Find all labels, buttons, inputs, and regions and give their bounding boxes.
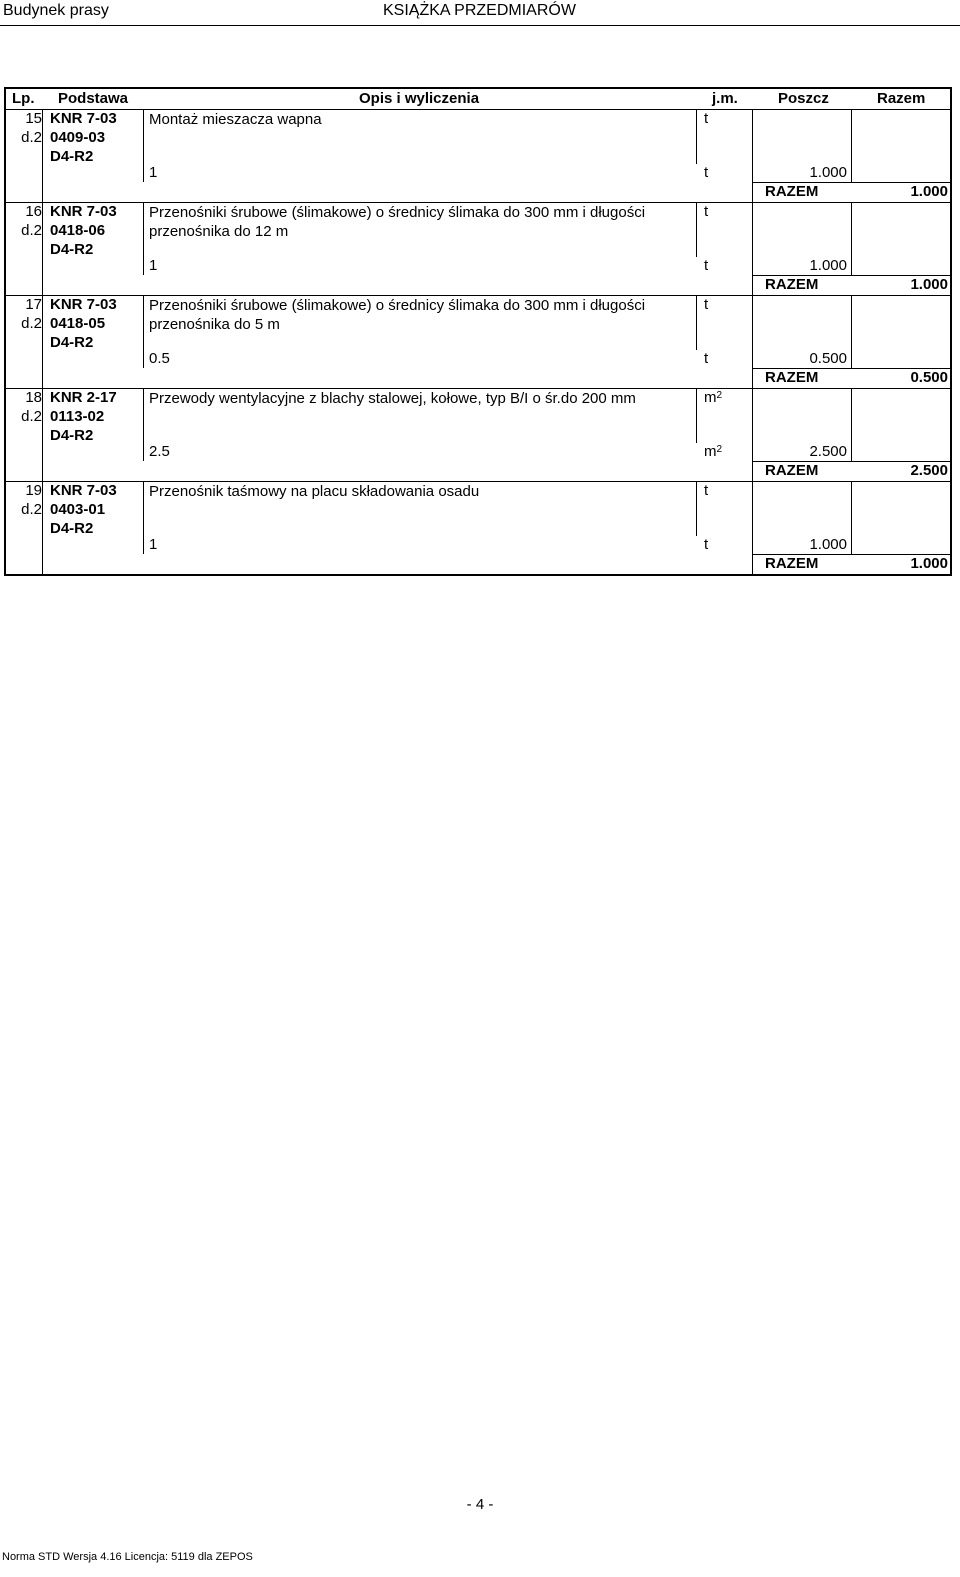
basis-code: KNR 7-03 (50, 296, 117, 313)
calc-quantity: 2.5 (149, 443, 170, 460)
row-sub: d.2 (21, 129, 42, 146)
item-description: Przenośniki śrubowe (ślimakowe) o średnicy ślimaka do 300 mm i długości przenośnika do 5 m (149, 297, 646, 333)
page-number: - 4 - (466, 1496, 494, 1513)
basis-code-suffix: D4-R2 (50, 427, 94, 444)
basis-code-number: 0113-02 (50, 408, 105, 425)
row-sub: d.2 (21, 408, 42, 425)
total-line (752, 275, 950, 295)
calc-unit-base: m (704, 443, 717, 460)
calc-quantity: 0.5 (149, 350, 170, 367)
row-number: 16 (25, 203, 42, 220)
basis-code: KNR 7-03 (50, 110, 117, 127)
unit-superscript: 2 (716, 390, 723, 401)
calc-value: 0.500 (809, 350, 847, 367)
basis-code: KNR 2-17 (50, 389, 117, 406)
item-description: Przenośniki śrubowe (ślimakowe) o średnicy ślimaka do 300 mm i długości przenośnika do 12 m (149, 204, 646, 240)
basis-code: KNR 7-03 (50, 203, 117, 220)
table-row (6, 481, 950, 574)
basis-code-number: 0409-03 (50, 129, 106, 146)
basis-code: KNR 7-03 (50, 482, 117, 499)
total-label: RAZEM (765, 276, 819, 293)
page-header-title: KSIĄŻKA PRZEDMIARÓW (383, 2, 576, 19)
basis-code-number: 0418-06 (50, 222, 106, 239)
basis-code-suffix: D4-R2 (50, 520, 94, 537)
item-description: Montaż mieszacza wapna (149, 111, 322, 128)
total-line (752, 182, 950, 202)
header-rule (0, 25, 960, 26)
total-value: 1.000 (910, 555, 948, 572)
col-poszcz: Poszcz (778, 90, 829, 107)
calc-unit: t (704, 536, 709, 553)
calculation-line (44, 536, 950, 555)
calc-unit: t (704, 164, 709, 181)
item-unit (704, 389, 722, 406)
basis-code-suffix: D4-R2 (50, 148, 94, 165)
table-row (6, 202, 950, 295)
calc-unit: t (704, 257, 709, 274)
calc-value: 1.000 (809, 257, 847, 274)
total-value: 2.500 (910, 462, 948, 479)
row-sub: d.2 (21, 315, 42, 332)
calc-quantity: 1 (149, 164, 158, 181)
total-line (752, 554, 950, 574)
item-unit: t (704, 110, 709, 127)
row-sub: d.2 (21, 501, 42, 518)
item-description: Przenośnik taśmowy na placu składowania osadu (149, 483, 480, 500)
calc-unit: t (704, 350, 709, 367)
calc-quantity: 1 (149, 536, 158, 553)
calc-value: 2.500 (809, 443, 847, 460)
unit-base: m (704, 389, 717, 406)
page-header-left: Budynek prasy (3, 2, 109, 19)
total-value: 1.000 (910, 183, 948, 200)
calc-value: 1.000 (809, 536, 847, 553)
basis-code-suffix: D4-R2 (50, 241, 94, 258)
row-number: 15 (25, 110, 42, 127)
basis-code-number: 0418-05 (50, 315, 106, 332)
table-row (6, 110, 950, 202)
basis-code-suffix: D4-R2 (50, 334, 94, 351)
total-label: RAZEM (765, 555, 819, 572)
calc-value: 1.000 (809, 164, 847, 181)
row-sub: d.2 (21, 222, 42, 239)
table-row (6, 295, 950, 388)
item-description: Przewody wentylacyjne z blachy stalowej, kołowe, typ B/I o śr.do 200 mm (149, 390, 636, 407)
calc-unit (704, 443, 722, 460)
total-value: 0.500 (910, 369, 948, 386)
item-unit: t (704, 482, 709, 499)
item-unit: t (704, 296, 709, 313)
col-opis: Opis i wyliczenia (359, 90, 480, 107)
basis-code-number: 0403-01 (50, 501, 106, 518)
calc-unit-superscript: 2 (716, 444, 723, 455)
calculation-line (44, 443, 950, 462)
bill-of-quantities-table (4, 87, 952, 576)
calculation-line (44, 257, 950, 276)
total-line (752, 461, 950, 481)
row-number: 17 (25, 296, 42, 313)
calculation-line (44, 350, 950, 369)
table-row (6, 388, 950, 481)
col-razem: Razem (877, 90, 926, 107)
total-label: RAZEM (765, 462, 819, 479)
calc-quantity: 1 (149, 257, 158, 274)
total-line (752, 368, 950, 388)
row-number: 19 (25, 482, 42, 499)
calculation-line (44, 164, 950, 183)
table-header-row (6, 89, 950, 110)
col-lp: Lp. (12, 90, 35, 107)
col-podstawa: Podstawa (58, 90, 129, 107)
total-label: RAZEM (765, 183, 819, 200)
software-footer: Norma STD Wersja 4.16 Licencja: 5119 dla ZEPOS (2, 1551, 253, 1563)
item-unit: t (704, 203, 709, 220)
total-value: 1.000 (910, 276, 948, 293)
col-jm: j.m. (712, 90, 738, 107)
total-label: RAZEM (765, 369, 819, 386)
row-number: 18 (25, 389, 42, 406)
